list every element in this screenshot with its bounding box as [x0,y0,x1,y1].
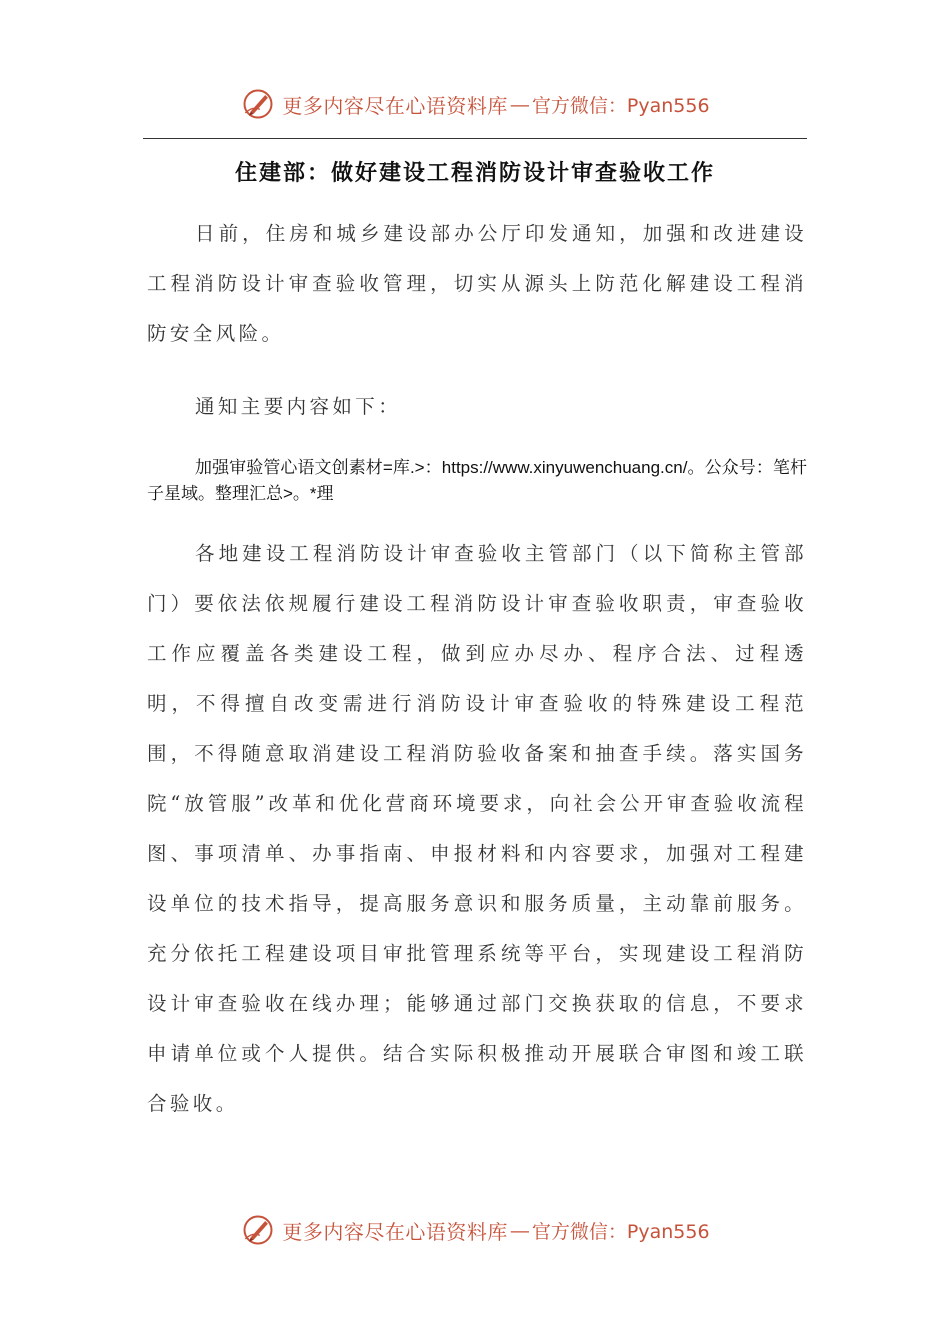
banner-main-text: 更多内容尽在心语资料库 [282,93,508,118]
banner-main-text: 更多内容尽在心语资料库 [282,1219,508,1244]
banner-dash: — [509,92,530,116]
banner-wechat-text: 官方微信：Pyan556 [531,1220,710,1243]
pen-logo-icon [240,86,276,122]
banner-wechat-text: 官方微信：Pyan556 [531,94,710,117]
banner-dash: — [509,1218,530,1242]
page-title: 住建部：做好建设工程消防设计审查验收工作 [234,161,715,186]
paragraph-source-note: 加强审验管心语文创素材=库.>：https://www.xinyuwenchuang.cn/。公众号：笔杆子星域。整理汇总>。*理 [147,458,807,503]
pen-logo-icon [240,1212,276,1248]
paragraph-body: 各地建设工程消防设计审查验收主管部门（以下简称主管部门）要依法依规履行建设工程消防设计审查验收职责，审查验收工作应覆盖各类建设工程，做到应办尽办、程序合法、过程透明，不得擅自改变需进行消防设计审查验收的特殊建设工程范围，不得随意取消建设工程消防验收备案和抽查手续。落实国务院“放管服”改革和优化营商环境要求，向社会公开审查验收流程图、事项清单、办事指南、申报材料和内容要求，加强对工程建设单位的技术指导，提高服务意识和服务质量，主动靠前服务。充分依托工程建设项目审批管理系统等平台，实现建设工程消防设计审查验收在线办理；能够通过部门交换获取的信息，不要求申请单位或个人提供。结合实际积极推动开展联合审图和竣工联合验收。 [147,542,807,1115]
header-divider [143,138,807,139]
paragraph-lead: 通知主要内容如下： [195,395,402,418]
footer-banner [0,1210,950,1250]
header-banner [0,84,950,124]
paragraph-intro: 日前，住房和城乡建设部办公厅印发通知，加强和改进建设工程消防设计审查验收管理，切实从源头上防范化解建设工程消防安全风险。 [147,222,807,345]
